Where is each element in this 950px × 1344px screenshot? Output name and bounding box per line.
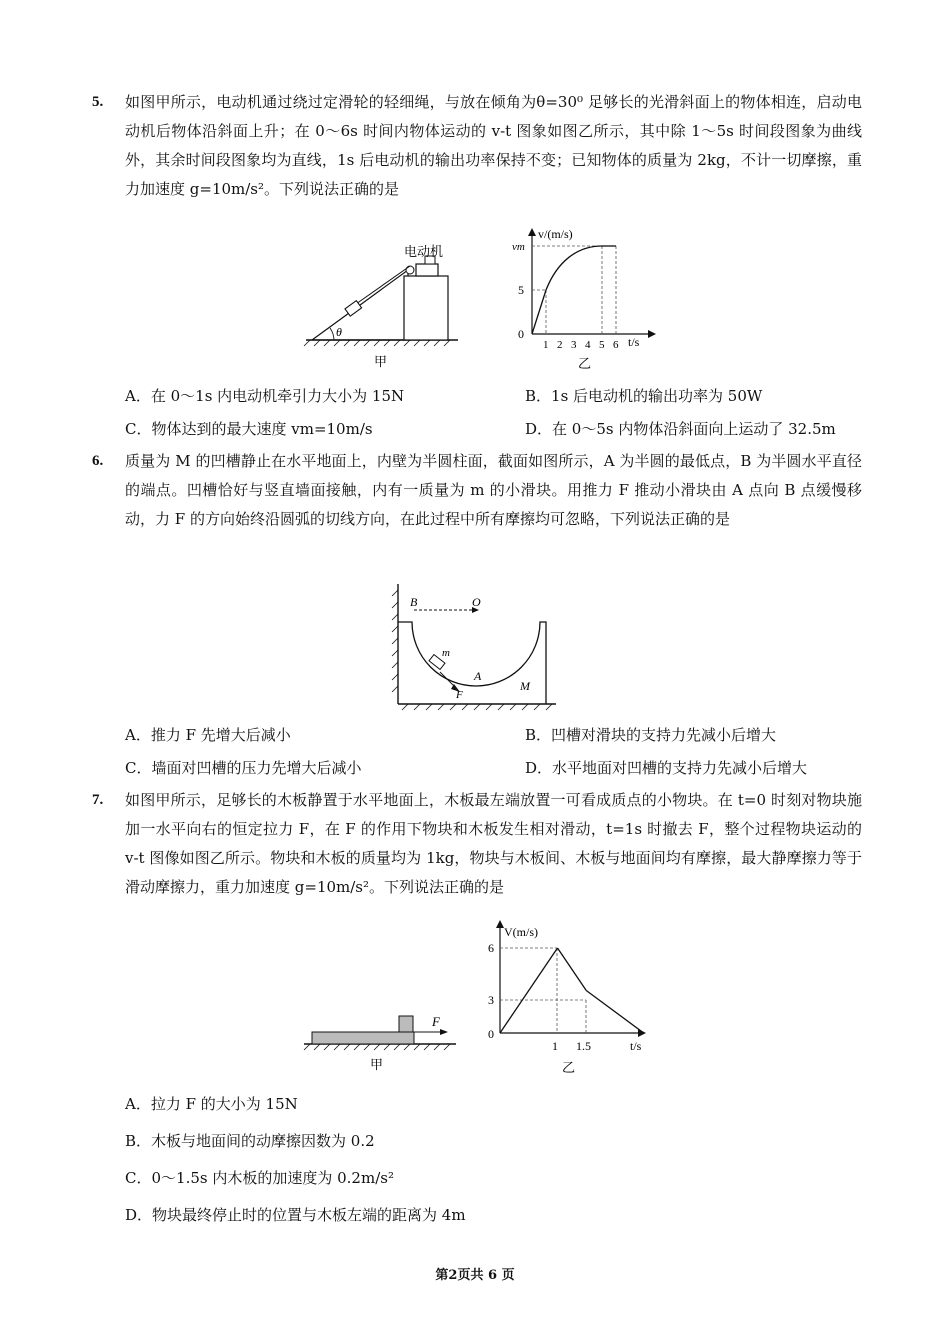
q5-option-a: A．在 0～1s 内电动机牵引力大小为 15N: [125, 387, 405, 405]
tick-1-label: 1: [552, 1039, 558, 1053]
question-text: 质量为 M 的凹槽静止在水平地面上，内壁为半圆柱面，截面如图所示，A 为半圆的最低点，B 为半圆水平直径的端点。凹槽恰好与竖直墙面接触，内有一质量为 m 的小滑块。用推力 F 推动小滑块由 A 点向 B 点缓慢移动，力 F 的方向始终沿圆弧的切线方向，在此过程中所有摩擦均可忽略，下列说法正确的是: [125, 452, 862, 528]
q7-option-c: C．0～1.5s 内木板的加速度为 0.2m/s²: [125, 1169, 394, 1187]
question-number: 5.: [92, 94, 104, 110]
x-tick-label: 1: [543, 339, 549, 351]
vt-segment: [500, 948, 558, 1033]
vt-segment: [586, 991, 644, 1034]
y-axis-label: v/(m/s): [538, 227, 573, 241]
five-label: 5: [518, 283, 524, 297]
question-5: [92, 88, 862, 204]
x-axis-label: t/s: [630, 1039, 642, 1053]
three-label: 3: [488, 993, 494, 1007]
question-number: 7.: [92, 792, 104, 808]
accel-segment: [532, 290, 546, 334]
incline-motor-figure: [300, 240, 460, 372]
q6-option-b: B．凹槽对滑块的支持力先减小后增大: [525, 726, 777, 744]
question-number: 6.: [92, 453, 104, 469]
x-tick-label: 5: [599, 339, 605, 351]
jia-label: 甲: [370, 1058, 384, 1073]
groove-figure: [380, 580, 560, 715]
q6-option-a: A．推力 F 先增大后减小: [125, 726, 291, 744]
q6-option-d: D．水平地面对凹槽的支持力先减小后增大: [525, 759, 808, 777]
yi-label: 乙: [578, 357, 592, 372]
force-f-label: F: [456, 689, 463, 701]
tick-1-5-label: 1.5: [576, 1039, 591, 1053]
q5-option-c: C．物体达到的最大速度 vm=10m/s: [125, 420, 373, 438]
question-text: 如图甲所示，足够长的木板静置于水平地面上，木板最左端放置一可看成质点的小物块。在 t=0 时刻对物块施加一水平向右的恒定拉力 F，在 F 的作用下物块和木板发生相对滑动，t=1s 时撤去 F，整个过程物块运动的 v-t 图像如图乙所示。物块和木板的质量均为 1kg，物块与木板间、木板与地面间均有摩擦，最大静摩擦力等于滑动摩擦力，重力加速度 g=10m/s²。下列说法正确的是: [125, 791, 862, 896]
point-o-label: O: [472, 595, 481, 609]
vt-graph-q5: [508, 224, 658, 374]
vt-segment: [558, 948, 587, 991]
q6-option-c: C．墙面对凹槽的压力先增大后减小: [125, 759, 362, 777]
q7-option-a: A．拉力 F 的大小为 15N: [125, 1095, 298, 1113]
question-7: [92, 786, 862, 902]
vm-label: vm: [512, 241, 525, 253]
mass-M-label: M: [520, 679, 530, 693]
x-tick-label: 6: [613, 339, 619, 351]
six-label: 6: [488, 941, 494, 955]
q5-option-b: B．1s 后电动机的输出功率为 50W: [525, 387, 763, 405]
point-a-label: A: [474, 669, 482, 683]
q5-option-d: D．在 0～5s 内物体沿斜面向上运动了 32.5m: [525, 420, 836, 438]
origin-label: 0: [488, 1027, 494, 1041]
theta-label: θ: [336, 325, 342, 339]
q7-option-d: D．物块最终停止时的位置与木板左端的距离为 4m: [125, 1206, 466, 1224]
vt-graph-q7: [480, 918, 660, 1078]
x-axis-label: t/s: [628, 335, 640, 349]
point-b-label: B: [410, 595, 418, 609]
question-6: [92, 447, 862, 534]
wooden-board: [312, 1032, 414, 1044]
origin-label: 0: [518, 327, 524, 341]
page-footer: 第2页共 6 页: [435, 1268, 515, 1283]
board-block-figure: [300, 1005, 460, 1075]
y-axis-label: V(m/s): [504, 925, 538, 939]
curve-segment: [546, 246, 602, 290]
mass-m-label: m: [442, 647, 450, 659]
yi-label: 乙: [562, 1061, 576, 1076]
question-text: 如图甲所示，电动机通过绕过定滑轮的轻细绳，与放在倾角为θ=30⁰ 足够长的光滑斜面上的物体相连，启动电动机后物体沿斜面上升；在 0～6s 时间内物体运动的 v-t 图象如图乙所示，其中除 1～5s 时间段图象为曲线外，其余时间段图象均为直线，1s 后电动机的输出功率保持不变；已知物体的质量为 2kg，不计一切摩擦，重力加速度 g=10m/s²。下列说法正确的是: [125, 93, 862, 198]
small-block: [399, 1016, 413, 1032]
x-tick-label: 4: [585, 339, 591, 351]
force-f-label: F: [432, 1014, 440, 1029]
motor-label: 电动机: [404, 245, 444, 260]
jia-label: 甲: [374, 355, 388, 370]
x-tick-label: 2: [557, 339, 563, 351]
x-tick-label: 3: [571, 339, 577, 351]
q7-option-b: B．木板与地面间的动摩擦因数为 0.2: [125, 1132, 375, 1150]
